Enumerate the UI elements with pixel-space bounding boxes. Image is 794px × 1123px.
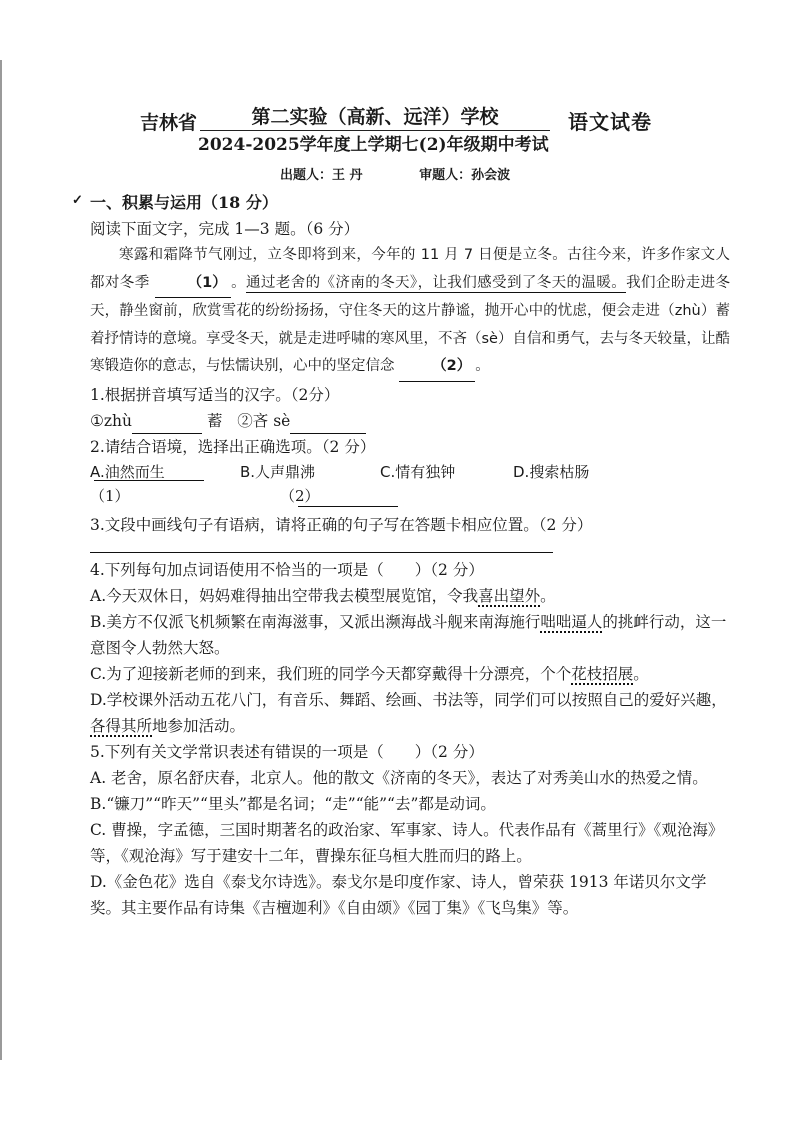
- q4-d-dotted-word: 各得其所: [90, 716, 153, 735]
- q2-option-d: D.搜索枯肠: [513, 462, 590, 481]
- passage-blank-2[interactable]: （2）: [399, 353, 475, 382]
- q5-option-a: A. 老舍，原名舒庆春，北京人。他的散文《济南的冬天》，表达了对秀美山水的热爱之情。: [90, 768, 708, 787]
- reviewer-label: 审题人：孙会波: [419, 168, 511, 183]
- question-5-stem: 5.下列有关文学常识表述有错误的一项是（ ）（2 分）: [90, 742, 484, 761]
- exam-page: [72, 96, 731, 921]
- q2-blank-1-label: （1）: [90, 486, 130, 505]
- q1-a-prefix: ①zhù: [90, 411, 133, 430]
- q2-blank-1-line: [94, 480, 204, 481]
- q1-a-answer-blank[interactable]: [132, 413, 202, 434]
- passage-part-1: 寒露和霜降节气刚过，立冬即将到来，今年的 11 月 7 日便是立冬。古往今来，许多作家文人都对冬季: [90, 247, 730, 291]
- exam-header: [90, 96, 730, 134]
- q4-option-a: [90, 583, 730, 609]
- q4-c-text: C.为了迎接新老师的到来，我们班的同学今天都穿戴得十分漂亮，个个: [90, 664, 572, 683]
- q3-answer-line[interactable]: [90, 538, 553, 553]
- section-title: [72, 190, 730, 216]
- q4-b-text: B.美方不仅派飞机频繁在南海滋事，又派出濒海战斗舰来南海施行: [90, 612, 541, 631]
- question-2-blanks: [90, 484, 730, 508]
- passage-instruction: 阅读下面文字，完成 1—3 题。（6 分）: [90, 220, 360, 238]
- q2-blank-2[interactable]: [280, 484, 440, 508]
- q2-option-b: B.人声鼎沸: [240, 462, 316, 481]
- q4-d-end: 地参加活动。: [152, 716, 246, 735]
- question-3: [90, 512, 730, 553]
- underlined-sentence: 通过老舍的《济南的冬天》，让我们感受到了冬天的温暖。: [246, 274, 627, 291]
- q4-option-b: [90, 609, 730, 661]
- question-2-stem: 2.请结合语境，选择出正确选项。（2 分）: [90, 437, 376, 456]
- passage-part-4: 。: [475, 358, 490, 375]
- question-4-stem: 4.下列每句加点词语使用不恰当的一项是（ ）（2 分）: [90, 560, 484, 579]
- school-name: 第二实验（高新、远洋）学校: [200, 102, 550, 131]
- question-1-answers: [90, 408, 730, 434]
- q4-a-end: 。: [540, 586, 556, 605]
- q2-option-a: A.油然而生: [90, 462, 165, 481]
- question-4: [90, 557, 730, 739]
- q4-a-dotted-word: 喜出望外: [478, 586, 541, 605]
- section-title-text: 一、积累与运用（18 分）: [90, 193, 278, 212]
- exam-title: 2024-2025学年度上学期七(2)年级期中考试: [198, 135, 549, 155]
- setter-label: 出题人：王 丹: [280, 168, 363, 183]
- q2-blank-2-label: （2）: [280, 486, 320, 505]
- check-mark-icon: ✓: [72, 193, 83, 208]
- scan-edge: [0, 60, 2, 1060]
- reading-passage: [90, 242, 730, 382]
- q4-c-end: 。: [633, 664, 649, 683]
- q2-blank-1[interactable]: [90, 484, 280, 508]
- q4-b-end: 的挑衅行动，这一意图令人勃然大怒。: [90, 612, 727, 657]
- question-1-stem: 1.根据拼音填写适当的汉字。（2分）: [90, 385, 340, 404]
- question-5: [90, 739, 730, 921]
- passage-part-3: 我们企盼走进冬天，静坐窗前，欣赏雪花的纷纷扬扬，守住冬天的这片静谧，抛开心中的忧虑，便会走进（zhù）蓄着抒情诗的意境。享受冬天，就是走进呼啸的寒风里，不吝（sè）自信和勇气，去与冬天较量，让酷寒锻造你的意志，与怯懦诀别，心中的坚定信念: [90, 274, 731, 375]
- q5-option-b: B.“镰刀”“昨天”“里头”都是名词；“走”“能”“去”都是动词。: [90, 794, 496, 813]
- q4-d-text: D.学校课外活动五花八门，有音乐、舞蹈、绘画、书法等，同学们可以按照自己的爱好兴趣，: [90, 690, 727, 709]
- q1-b-answer-blank[interactable]: [290, 413, 366, 434]
- q4-a-text: A.今天双休日，妈妈难得抽出空带我去模型展览馆，令我: [90, 586, 479, 605]
- q1-a-suffix: 蓄: [206, 411, 223, 430]
- subject-label: 语文试卷: [568, 110, 652, 134]
- q4-option-c: [90, 661, 730, 687]
- passage-part-2: 。: [230, 274, 247, 291]
- q2-blank-2-line: [298, 506, 398, 507]
- question-1: [90, 382, 730, 434]
- q5-option-d: D.《金色花》选自《泰戈尔诗选》。泰戈尔是印度作家、诗人，曾荣获 1913 年诺贝尔文学奖。其主要作品有诗集《吉檀迦利》《自由颂》《园丁集》《飞鸟集》等。: [90, 872, 707, 917]
- q4-b-dotted-word: 咄咄逼人: [540, 612, 603, 631]
- q5-option-c: C. 曹操，字孟德，三国时期著名的政治家、军事家、诗人。代表作品有《蒿里行》《观沧海》等，《观沧海》写于建安十二年，曹操东征乌桓大胜而归的路上。: [90, 820, 724, 865]
- q4-option-d: [90, 687, 730, 739]
- q1-b-prefix: ②吝 sè: [237, 411, 291, 430]
- question-3-stem: 3.文段中画线句子有语病，请将正确的句子写在答题卡相应位置。（2 分）: [90, 515, 593, 534]
- question-2: [90, 434, 730, 508]
- q2-option-c: C.情有独钟: [380, 462, 456, 481]
- passage-blank-1[interactable]: （1）: [155, 270, 231, 299]
- province-label: 吉林省: [140, 112, 198, 134]
- q4-c-dotted-word: 花枝招展: [571, 664, 634, 683]
- exam-authors: [90, 164, 730, 186]
